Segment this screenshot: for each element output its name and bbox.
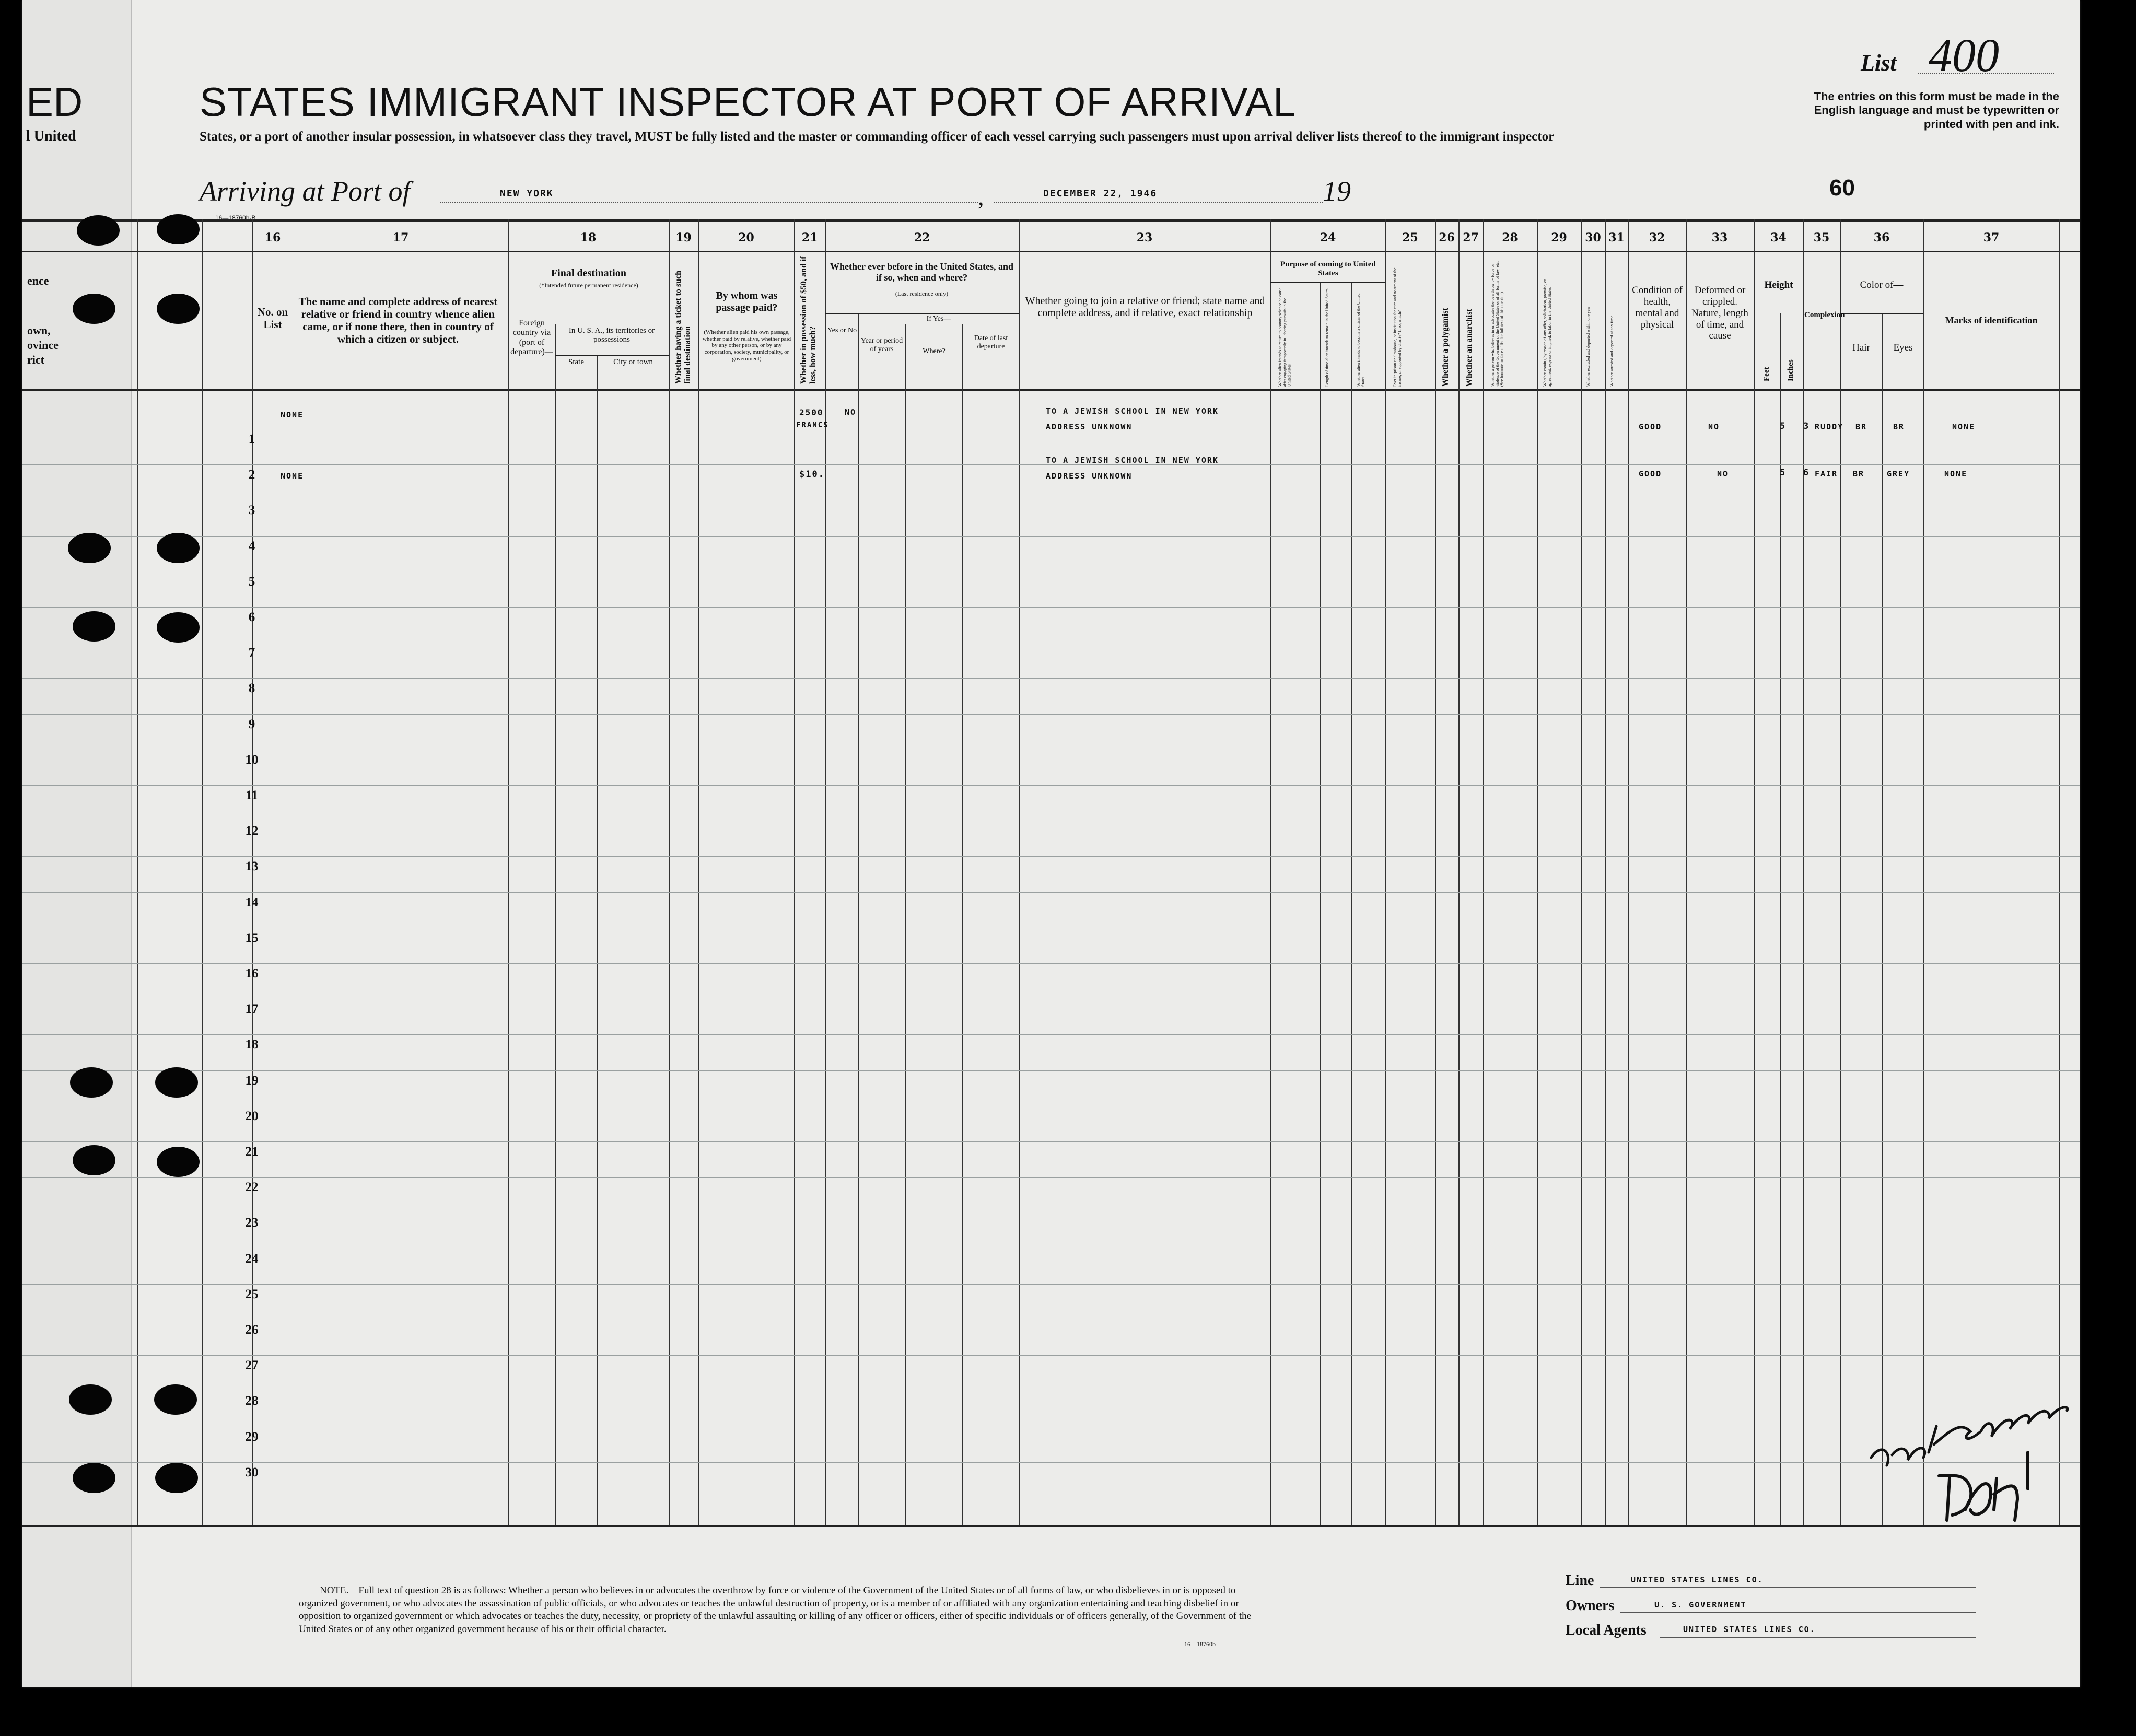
col-line-18 <box>669 219 670 1525</box>
entry-2-money: $10. <box>799 469 825 480</box>
header-bottom-rule <box>22 389 2080 391</box>
header-anarchist: Whether an anarchist <box>1465 309 1474 387</box>
colnum-25: 25 <box>1402 231 1418 244</box>
header-feet: Feet <box>1763 367 1771 381</box>
col-line-33 <box>1754 219 1755 1525</box>
punch-hole <box>155 1067 198 1098</box>
punch-hole <box>157 533 200 563</box>
header-date-last: Date of last departure <box>974 334 1008 351</box>
col-line-29 <box>1581 219 1582 1525</box>
colnum-23: 23 <box>1136 231 1153 244</box>
header-purpose: Purpose of coming to United States <box>1280 260 1376 278</box>
header-deformed: Deformed or crippled. Nature, length of time, and cause <box>1691 285 1748 342</box>
line-rule <box>1600 1587 1976 1588</box>
date-value: DECEMBER 22, 1946 <box>1043 188 1158 199</box>
header-state: State <box>568 358 584 366</box>
colnum-26: 26 <box>1439 231 1455 244</box>
row-line <box>22 536 2080 537</box>
fragment-title: ED <box>26 79 83 125</box>
col-line-27 <box>1483 219 1484 1525</box>
header-no-on-list: No. on List <box>257 306 288 331</box>
row-number: 18 <box>245 1038 259 1052</box>
row-line <box>22 1070 2080 1071</box>
punch-hole <box>157 294 200 324</box>
row-line <box>22 607 2080 608</box>
colnum-19: 19 <box>675 231 692 244</box>
row-line <box>22 1034 2080 1035</box>
row-number: 8 <box>248 681 255 695</box>
header-money: Whether in possession of $50, and if less, how much? <box>799 256 818 384</box>
agents-label: Local Agents <box>1566 1622 1647 1638</box>
col-line-20 <box>794 219 795 1525</box>
colnum-36: 36 <box>1873 231 1890 244</box>
port-comma: , <box>978 183 984 210</box>
col-line-36 <box>1923 219 1924 1525</box>
line-value: UNITED STATES LINES CO. <box>1631 1575 1764 1584</box>
row-line <box>22 678 2080 679</box>
punch-hole <box>157 214 200 244</box>
row-number: 5 <box>248 575 255 589</box>
colnum-31: 31 <box>1608 231 1625 244</box>
row-line <box>22 1141 2080 1142</box>
row-number: 2 <box>248 468 255 482</box>
entry-2-deformed: NO <box>1717 469 1729 479</box>
colnum-17: 17 <box>392 231 409 244</box>
col-line-23 <box>1270 219 1271 1525</box>
header-in-usa: In U. S. A., its territories or possessions <box>568 327 655 344</box>
punch-hole <box>73 294 115 324</box>
entry-2-joining-2: ADDRESS UNKNOWN <box>1046 471 1133 481</box>
row-number: 30 <box>245 1465 259 1479</box>
header-hair: Hair <box>1852 342 1870 353</box>
row-number: 4 <box>248 539 255 553</box>
col-line-36a <box>1882 313 1883 1525</box>
entry-1-deformed: NO <box>1708 422 1720 432</box>
punch-hole <box>73 1463 115 1493</box>
row-line <box>22 856 2080 857</box>
header-q28: Whether a person who believes in or advocates the overthrow by force or violence of the Government of the United States or of all forms of law, etc. (See footnote on face of list for full text of this question) <box>1490 261 1504 387</box>
punch-hole <box>70 1067 113 1098</box>
c22-sub-rule <box>825 313 1019 314</box>
row-number: 20 <box>245 1109 259 1123</box>
list-label: List <box>1861 50 1897 76</box>
col-line-28 <box>1537 219 1538 1525</box>
owners-label: Owners <box>1566 1598 1615 1614</box>
header-inches: Inches <box>1787 359 1795 381</box>
col-line-21 <box>825 219 826 1525</box>
fragment-header-2: own, <box>27 324 51 337</box>
row-line <box>22 1284 2080 1285</box>
col-line-24 <box>1385 219 1386 1525</box>
punch-hole <box>157 612 200 643</box>
col-line-35 <box>1840 219 1841 1525</box>
list-number-line <box>1918 73 2054 74</box>
entry-1-eyes: BR <box>1893 422 1905 432</box>
col-line-25 <box>1435 219 1436 1525</box>
header-purpose-b: Length of time alien intends to remain in the United States <box>1325 288 1329 387</box>
col-line-18b <box>597 355 598 1525</box>
row-number: 27 <box>245 1358 259 1372</box>
c18-sub-rule-2 <box>555 355 669 356</box>
row-number: 29 <box>245 1430 259 1444</box>
entry-1-before: NO <box>845 407 857 417</box>
header-color-of: Color of— <box>1860 279 1904 290</box>
row-number: 11 <box>246 788 258 802</box>
punch-hole <box>73 611 115 642</box>
port-line <box>440 202 978 203</box>
page-subtitle: States, or a port of another insular possession, in whatsoever class they travel, MUST be fully listed and the master or commanding officer of each vessel carrying such passengers must upon arrival deliver lists thereof to the immigrant inspector <box>200 130 1555 144</box>
col-line-18a <box>555 324 556 1525</box>
col-line-19 <box>698 219 699 1525</box>
year-prefix: 19 <box>1323 176 1351 207</box>
entry-2-eyes: GREY <box>1887 469 1910 479</box>
col-line-17 <box>508 219 509 1525</box>
header-period: Year or period of years <box>860 337 903 354</box>
row-line <box>22 1462 2080 1463</box>
row-number: 10 <box>245 753 259 767</box>
fragment-header-4: rict <box>27 353 44 366</box>
line-label: Line <box>1566 1572 1594 1589</box>
row-number: 7 <box>248 646 255 660</box>
header-purpose-c: Whether alien intends to become a citizen of the United States <box>1356 293 1365 387</box>
row-line <box>22 892 2080 893</box>
row-number: 13 <box>245 859 259 873</box>
entry-1-relative: NONE <box>281 410 304 420</box>
punch-hole <box>77 215 120 246</box>
entry-1-money-2: FRANCS <box>796 421 829 429</box>
colnum-21: 21 <box>801 231 818 244</box>
row-line <box>22 714 2080 715</box>
row-number: 25 <box>245 1287 259 1301</box>
header-ticket: Whether having a ticket to such final destination <box>674 270 692 384</box>
colnum-27: 27 <box>1463 231 1479 244</box>
row-number: 15 <box>245 931 259 945</box>
col-line-24b <box>1351 282 1352 1525</box>
colnum-33: 33 <box>1711 231 1728 244</box>
row-number: 22 <box>245 1180 259 1194</box>
arriving-label: Arriving at Port of <box>200 176 411 207</box>
instructions-text: The entries on this form must be made in the English language and must be typewritten or printed with pen and ink. <box>1814 90 2059 131</box>
header-height: Height <box>1764 279 1793 290</box>
entry-2-relative: NONE <box>281 471 304 481</box>
row-number: 24 <box>245 1252 259 1266</box>
punch-hole <box>155 1463 198 1493</box>
punch-hole <box>157 1147 200 1177</box>
row-number: 1 <box>248 432 255 446</box>
entry-1-complexion: RUDDY <box>1815 422 1844 432</box>
header-complexion: Complexion <box>1804 311 1845 319</box>
colnum-16: 16 <box>264 231 281 244</box>
col-line-24a <box>1320 282 1321 1525</box>
header-if-yes: If Yes— <box>926 315 951 323</box>
row-line <box>22 1355 2080 1356</box>
manifest-page <box>22 0 2080 1687</box>
entry-1-health: GOOD <box>1639 422 1662 432</box>
col-line-26 <box>1458 219 1460 1525</box>
col-line-30 <box>1605 219 1606 1525</box>
header-relative-address: The name and complete address of nearest relative or friend in country whence alien came, or if none there, then in country of which a citizen or subject. <box>298 295 498 346</box>
row-number: 26 <box>245 1323 259 1337</box>
colnum-22: 22 <box>914 231 930 244</box>
col-line-22 <box>1019 219 1020 1525</box>
entry-1-feet: 5 <box>1780 421 1787 432</box>
c24-sub-rule <box>1270 282 1385 283</box>
header-final-destination: Final destination <box>551 267 626 279</box>
header-foreign-country-text: Foreign country via (port of departure)— <box>510 319 553 357</box>
header-city: City or town <box>613 358 653 366</box>
entry-1-joining: TO A JEWISH SCHOOL IN NEW YORK <box>1046 406 1219 416</box>
header-eyes: Eyes <box>1893 342 1913 353</box>
header-polygamist: Whether a polygamist <box>1441 308 1450 387</box>
owners-value: U. S. GOVERNMENT <box>1654 1600 1747 1610</box>
entry-1-money: 2500 <box>799 407 824 417</box>
row-line <box>22 1177 2080 1178</box>
row-number: 16 <box>245 966 259 981</box>
entry-1-marks: NONE <box>1952 422 1976 432</box>
header-health: Condition of health, mental and physical <box>1632 285 1683 330</box>
row-number: 14 <box>245 895 259 910</box>
colnum-34: 34 <box>1770 231 1787 244</box>
entry-1-hair: BR <box>1855 422 1867 432</box>
list-number: 400 <box>1929 30 1999 81</box>
fragment-header-1: ence <box>27 274 49 287</box>
col-line-34a <box>1780 313 1781 1525</box>
entry-2-hair: BR <box>1853 469 1865 479</box>
c36-sub-rule <box>1840 313 1923 314</box>
entry-1-joining-2: ADDRESS UNKNOWN <box>1046 422 1133 432</box>
colnum-29: 29 <box>1551 231 1567 244</box>
entry-2-marks: NONE <box>1944 469 1968 479</box>
entry-2-complexion: FAIR <box>1815 469 1838 479</box>
port-value: NEW YORK <box>500 188 554 199</box>
colnum-24: 24 <box>1320 231 1336 244</box>
header-ever-before: Whether ever before in the United States, and if so, when and where? <box>830 261 1013 283</box>
header-final-destination-note: (*Intended future permanent residence) <box>539 282 638 289</box>
header-passage-paid: By whom was passage paid? <box>716 290 778 313</box>
row-number: 23 <box>245 1216 259 1230</box>
row-number: 9 <box>248 717 255 731</box>
header-yes-no: Yes or No <box>827 327 857 334</box>
row-number: 17 <box>245 1002 259 1016</box>
header-where: Where? <box>923 347 946 355</box>
entry-1-inches: 3 <box>1803 421 1810 432</box>
colnum-37: 37 <box>1983 231 2000 244</box>
col-line-22a <box>858 313 859 1525</box>
punch-hole <box>68 533 111 563</box>
col-line-a <box>137 219 138 1525</box>
header-passage-note: (Whether alien paid his own passage, whether paid by relative, whether paid by any other person, or by any corporation, society, municipality, or government) <box>702 329 791 362</box>
row-number: 3 <box>248 503 255 517</box>
header-joining: Whether going to join a relative or friend; state name and complete address, and if relative, exact relationship <box>1025 295 1265 319</box>
fragment-subtitle: l United <box>26 128 76 144</box>
header-q31: Whether arrested and deported at any time <box>1609 316 1614 387</box>
table-top-rule <box>22 219 2080 222</box>
col-line-37 <box>2059 219 2060 1525</box>
entry-2-health: GOOD <box>1639 469 1662 479</box>
owners-rule <box>1620 1612 1976 1613</box>
colnum-18: 18 <box>580 231 597 244</box>
footer-form-code: 16—18760b <box>1184 1640 1216 1648</box>
col-line-32 <box>1686 219 1687 1525</box>
header-q30: Whether excluded and deported within one year <box>1586 306 1591 387</box>
row-line <box>22 785 2080 786</box>
header-marks: Marks of identification <box>1945 315 2038 325</box>
header-purpose-a: Whether alien intends to return to country whence he came after engaging temporarily in laboring pursuits in the United States <box>1278 287 1292 387</box>
col-line-22c <box>962 324 963 1525</box>
col-line-34 <box>1803 219 1804 1525</box>
date-line <box>994 202 1323 203</box>
header-q29: Whether coming by reason of any offer, solicitation, promise, or agreement, express or implied, to labor in the United States <box>1543 279 1552 387</box>
footnote-q28: NOTE.—Full text of question 28 is as follows: Whether a person who believes in or advocates the overthrow by force or violence of the Government of the United States or of all forms of law, or who disbelieves in or is opposed to organized government, or who advocates the assassination of public officials, or who advocates or teaches the unlawful destruction of property, or is a member of or affiliated with any organization entertaining and teaching disbelief in or opposition to organized government or which advocates or teaches the duty, necessity, or propriety of the unlawful assaulting or killing of any officer or officers, either of specific individuals or of officers generally, of the Government of the United States or of any other organized government because of his or their official character. <box>299 1585 1252 1635</box>
colnum-20: 20 <box>738 231 754 244</box>
fragment-header-3: ovince <box>27 339 59 352</box>
page-title: STATES IMMIGRANT INSPECTOR AT PORT OF ARRIVAL <box>200 79 1297 125</box>
table-bottom-rule <box>22 1525 2080 1527</box>
row-number: 21 <box>245 1145 259 1159</box>
header-last-residence: (Last residence only) <box>895 290 949 297</box>
row-line <box>22 963 2080 964</box>
punch-hole <box>73 1145 115 1175</box>
left-page-strip <box>22 0 132 1687</box>
entry-2-feet: 5 <box>1780 468 1787 478</box>
agents-value: UNITED STATES LINES CO. <box>1683 1625 1816 1634</box>
handwritten-annotation <box>1861 1353 2080 1531</box>
colnum-28: 28 <box>1502 231 1518 244</box>
column-number-rule <box>22 251 2080 252</box>
row-number: 19 <box>245 1074 259 1088</box>
punch-hole <box>154 1384 197 1415</box>
agents-rule <box>1660 1637 1976 1638</box>
page-number: 60 <box>1829 175 1855 201</box>
row-number: 6 <box>248 610 255 624</box>
punch-hole <box>69 1384 112 1415</box>
colnum-32: 32 <box>1649 231 1665 244</box>
col-line-31 <box>1628 219 1629 1525</box>
header-prison: Ever in prison or almshouse, or institution for care and treatment of the insane, or supported by charity? If so, which? <box>1393 267 1402 387</box>
entry-2-inches: 6 <box>1803 468 1810 478</box>
colnum-35: 35 <box>1813 231 1830 244</box>
entry-2-joining: TO A JEWISH SCHOOL IN NEW YORK <box>1046 456 1219 465</box>
col-line-b <box>202 219 203 1525</box>
row-number: 28 <box>245 1394 259 1408</box>
col-line-22b <box>905 324 906 1525</box>
row-number: 12 <box>245 824 259 838</box>
colnum-30: 30 <box>1585 231 1601 244</box>
form-code: 16—18760b-B <box>215 214 256 222</box>
